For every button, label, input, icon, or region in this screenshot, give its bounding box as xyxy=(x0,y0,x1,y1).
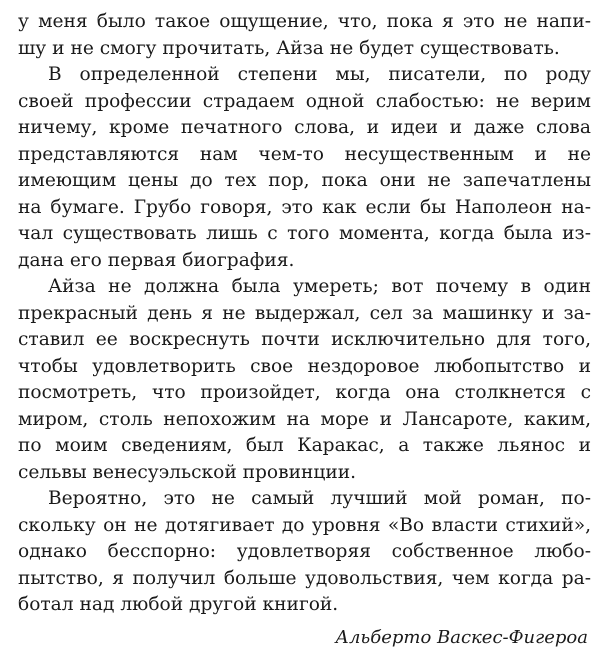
paragraph-2 xyxy=(18,62,591,274)
text-line: дана его первая биография. xyxy=(18,249,295,271)
text-line: посмотреть, что произойдет, когда она столкнется с xyxy=(18,382,591,403)
text-line: Айза не должна была умереть; вот почему в один xyxy=(48,276,591,297)
text-line: скольку он не дотягивает до уровня «Во власти стихий», xyxy=(18,514,591,536)
text-line: сельвы венесуэльской провинции. xyxy=(18,461,357,483)
text-line: однако бесспорно: удовлетворяя собственное любо- xyxy=(18,541,591,562)
text-line: ставил ее воскреснуть почти исключительно для того, xyxy=(18,329,591,350)
text-line: по моим сведениям, был Каракас, а также льянос и xyxy=(18,435,591,456)
text-line: Вероятно, это не самый лучший мой роман, по- xyxy=(48,488,591,509)
text-line: у меня было такое ощущение, что, пока я это не напи- xyxy=(18,11,591,32)
author-signature: Альберто Васкес-Фигероа xyxy=(335,627,588,648)
text-line: миром, столь непохожим на море и Лансароте, каким, xyxy=(18,408,591,430)
text-line: своей профессии страдаем одной слабостью: не верим xyxy=(18,90,591,112)
text-line: на бумаге. Грубо говоря, это как если бы Наполеон на- xyxy=(18,196,591,218)
text-line: чал существовать лишь с того момента, когда была из- xyxy=(18,223,591,244)
text-line: В определенной степени мы, писатели, по роду xyxy=(48,64,591,85)
text-line: представляются нам чем-то несущественным и не xyxy=(18,143,591,165)
text-line: имеющим цены до тех пор, пока они не запечатлены xyxy=(18,170,591,191)
text-line: пытство, я получил больше удовольствия, чем когда ра- xyxy=(18,567,591,589)
text-line: ничему, кроме печатного слова, и идеи и даже слова xyxy=(18,117,591,138)
paragraph-3 xyxy=(18,274,591,486)
paragraph-1 xyxy=(18,9,591,62)
paragraph-4 xyxy=(18,486,591,619)
text-line: чтобы удовлетворить свое нездоровое любопытство и xyxy=(18,355,591,377)
text-line: прекрасный день я не выдержал, сел за машинку и за- xyxy=(18,302,591,324)
text-line: ботал над любой другой книгой. xyxy=(18,594,339,615)
text-line: шу и не смогу прочитать, Айза не будет существовать. xyxy=(18,37,560,59)
